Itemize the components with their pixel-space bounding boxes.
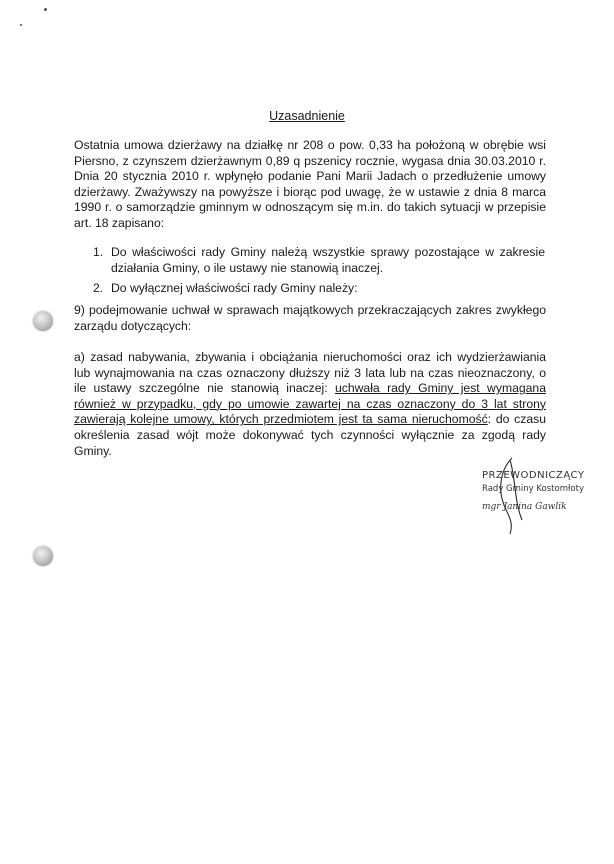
speck-top-right	[44, 8, 47, 11]
signature-name: mgr Janina Gawlik	[482, 502, 567, 512]
punch-hole-bottom	[33, 546, 53, 566]
list-item-number: 1.	[93, 245, 104, 259]
paragraph-intro: Ostatnia umowa dzierżawy na działkę nr 208 o pow. 0,33 ha położoną w obrębie wsi Piersno, z czynszem dzierżawnym 0,89 q pszenicy rocznie, wygasa dnia 30.03.2010 r. Dnia 20 stycznia 2010 r. wpłynęło podanie Pani Marii Jadach o przedłużenie umowy dzierżawy. Zważywszy na powyższe i biorąc pod uwagę, że w ustawie z dnia 8 marca 1990 r. o samorządzie gminnym w odnoszącym się m.in. do takich sytuacji w przepisie art. 18 zapisano:	[74, 138, 546, 230]
signature-role: PRZEWODNICZĄCY	[482, 470, 585, 481]
speck-top-left	[20, 24, 22, 26]
paragraph-point-a	[74, 350, 546, 459]
list-item	[93, 245, 545, 276]
punch-hole-top	[33, 311, 53, 331]
paragraph-point-9: 9) podejmowanie uchwał w sprawach majątkowych przekraczających zakres zwykłego zarządu dotyczących:	[74, 303, 546, 333]
handwritten-signature	[470, 450, 540, 540]
document-title: Uzasadnienie	[269, 109, 345, 123]
list-item-number: 2.	[93, 281, 104, 296]
point-a-text: a) zasad nabywania, zbywania i obciążania nieruchomości oraz ich wydzierżawiania lub wynajmowania na czas oznaczony dłuższy niż 3 lata lub na czas nieoznaczony, o ile ustawy szczególne nie stanowią inaczej:	[74, 350, 546, 396]
list-item-text: Do właściwości rady Gminy należą wszystkie sprawy pozostające w zakresie działania Gminy, o ile ustawy nie stanowią inaczej.	[111, 245, 545, 275]
signature-organization: Rady Gminy Kostomłoty	[482, 484, 584, 494]
list-item	[93, 281, 545, 297]
article-list	[93, 245, 545, 302]
point-a-underlined-text: uchwała rady Gminy jest wymagana również w przypadku, gdy po umowie zawartej na czas oznaczony do 3 lat strony zawierają kolejne umowy, których przedmiotem jest ta sama nieruchomość	[74, 381, 546, 427]
list-item-text: Do wyłącznej właściwości rady Gminy należy:	[111, 281, 358, 296]
point-a-closing-text: : do czasu określenia zasad wójt może dokonywać tych czynności wyłącznie za zgodą rady Gminy.	[74, 412, 546, 458]
signature-stamp	[470, 470, 600, 530]
